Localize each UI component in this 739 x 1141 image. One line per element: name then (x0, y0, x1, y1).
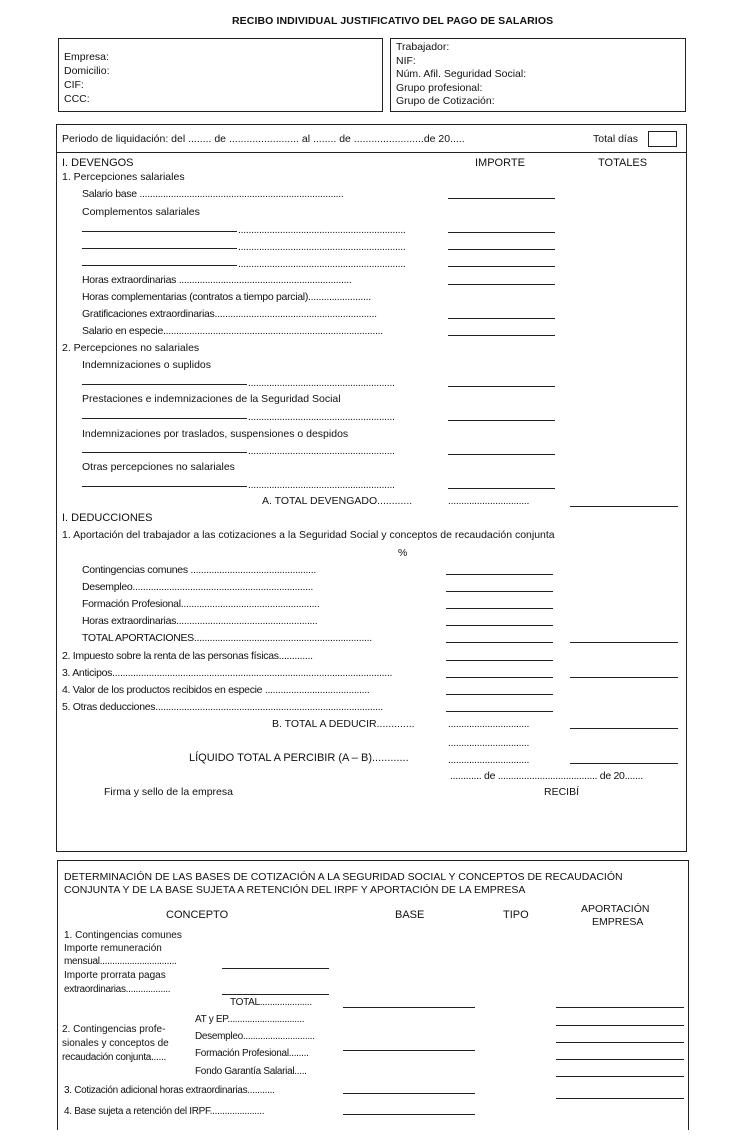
total-deducir-dots-2: ............................... (448, 737, 530, 749)
base-irpf-line[interactable] (343, 1114, 475, 1115)
suplidos-importe-line[interactable] (448, 386, 555, 387)
total-deducir-totales-line[interactable] (570, 728, 678, 729)
liquido-total: LÍQUIDO TOTAL A PERCIBIR (A – B)............ (189, 752, 409, 764)
grupo-cotizacion-label: Grupo de Cotización: (396, 95, 495, 107)
complemento-3-importe-line[interactable] (448, 266, 555, 267)
total-deducir-dots: ............................... (448, 718, 530, 730)
total-aportaciones-importe-line[interactable] (446, 642, 553, 643)
fondo-aportacion-line[interactable] (556, 1076, 684, 1077)
empresa-label: Empresa: (64, 51, 109, 63)
complemento-2-importe-line[interactable] (448, 249, 555, 250)
total-dias-label: Total días (593, 133, 638, 145)
complemento-2-line[interactable] (82, 248, 237, 249)
contingencias-importe-line[interactable] (446, 574, 553, 575)
periodo-liquidacion: Periodo de liquidación: del ........ de ........................ al ........ de ........................de 20..... (62, 133, 465, 145)
aportacion-trabajador: 1. Aportación del trabajador a las cotizaciones a la Seguridad Social y conceptos de recaudación conjunta (62, 529, 555, 541)
nss-label: Núm. Afil. Seguridad Social: (396, 68, 527, 80)
desempleo-importe-line[interactable] (446, 591, 553, 592)
prorrata-line[interactable] (222, 994, 329, 995)
indemnizaciones-traslados: Indemnizaciones por traslados, suspensiones o despidos (82, 428, 349, 440)
recibi-label: RECIBÍ (544, 786, 580, 798)
bases-title-line1: DETERMINACIÓN DE LAS BASES DE COTIZACIÓN A LA SEGURIDAD SOCIAL Y CONCEPTOS DE RECAUDACIÓN (64, 871, 623, 883)
complemento-3-dots: ................................................................ (238, 258, 406, 270)
horas-extraordinarias-ded: Horas extraordinarias...................................................... (82, 615, 318, 627)
gratificaciones-importe-line[interactable] (448, 318, 555, 319)
devengos-header: I. DEVENGOS (62, 157, 134, 169)
trabajador-box (390, 38, 686, 112)
especie-ded-importe-line[interactable] (446, 694, 553, 695)
complemento-1-line[interactable] (82, 231, 237, 232)
trabajador-fields (396, 41, 526, 109)
traslados-importe-line[interactable] (448, 454, 555, 455)
cotizacion-adicional: 3. Cotización adicional horas extraordinarias........... (64, 1085, 275, 1096)
cont-profesionales-base-line[interactable] (343, 1050, 475, 1051)
cont-profesionales-3: recaudación conjunta...... (62, 1052, 166, 1063)
especie-importe-line[interactable] (448, 335, 555, 336)
horas-extra-ded-importe-line[interactable] (446, 625, 553, 626)
document-title: RECIBO INDIVIDUAL JUSTIFICATIVO DEL PAGO DE SALARIOS (232, 15, 554, 27)
total-dias-box[interactable] (648, 131, 677, 147)
cont-profesionales-2: sionales y conceptos de (62, 1038, 169, 1049)
formacion-profesional: Formación Profesional..................................................... (82, 598, 320, 610)
prestaciones-line[interactable] (82, 418, 247, 419)
concepto-header: CONCEPTO (166, 909, 229, 921)
complementos-salariales: Complementos salariales (82, 206, 200, 218)
prestaciones-importe-line[interactable] (448, 420, 555, 421)
bases-title-line2: CONJUNTA Y DE LA BASE SUJETA A RETENCIÓN DEL IRPF Y APORTACIÓN DE LA EMPRESA (64, 884, 526, 896)
complemento-2-dots: ................................................................ (238, 241, 406, 253)
valor-especie: 4. Valor de los productos recibidos en especie ........................................ (62, 684, 370, 696)
anticipos-totales-line[interactable] (570, 677, 678, 678)
horas-complementarias: Horas complementarias (contratos a tiempo parcial)........................ (82, 291, 371, 303)
at-ep-aportacion-line[interactable] (556, 1025, 684, 1026)
percepciones-salariales: 1. Percepciones salariales (62, 171, 185, 183)
otras-importe-line[interactable] (448, 488, 555, 489)
empresa-box (58, 38, 383, 112)
horas-extra-importe-line[interactable] (448, 284, 555, 285)
salario-base-importe-line[interactable] (448, 198, 555, 199)
bases-total-base-line[interactable] (343, 1007, 475, 1008)
complemento-3-line[interactable] (82, 265, 237, 266)
cif-label: CIF: (64, 79, 84, 91)
traslados-line[interactable] (82, 452, 247, 453)
aportacion-header-1: APORTACIÓN (581, 903, 650, 915)
aportacion-header-2: EMPRESA (592, 916, 644, 928)
liquido-dots: ............................... (448, 754, 530, 766)
otras-line[interactable] (82, 486, 247, 487)
grupo-profesional-label: Grupo profesional: (396, 81, 483, 94)
horas-extraordinarias: Horas extraordinarias .................................................................. (82, 274, 352, 286)
cotizacion-adicional-base-line[interactable] (343, 1093, 475, 1094)
importe-header: IMPORTE (475, 157, 525, 169)
gratificaciones: Gratificaciones extraordinarias.............................................................. (82, 308, 377, 320)
irpf-importe-line[interactable] (446, 660, 553, 661)
complemento-1-dots: ................................................................ (238, 224, 406, 236)
domicilio-label: Domicilio: (64, 65, 110, 77)
otras-dots: ........................................................ (248, 479, 395, 491)
suplidos-line[interactable] (82, 384, 247, 385)
fondo-garantia: Fondo Garantía Salarial..... (195, 1066, 307, 1077)
base-irpf: 4. Base sujeta a retención del IRPF...................... (64, 1106, 265, 1117)
empresa-fields (64, 50, 110, 106)
prestaciones-dots: ........................................................ (248, 411, 395, 423)
salario-especie: Salario en especie.................................................................................... (82, 325, 383, 337)
irpf: 2. Impuesto sobre la renta de las personas físicas............. (62, 650, 313, 662)
indemnizaciones-suplidos: Indemnizaciones o suplidos (82, 359, 211, 371)
otras-ded-importe-line[interactable] (446, 711, 553, 712)
complemento-1-importe-line[interactable] (448, 232, 555, 233)
importe-remuneracion-2: mensual............................... (64, 956, 177, 967)
desempleo: Desempleo..................................................................... (82, 581, 314, 593)
total-devengado: A. TOTAL DEVENGADO............ (262, 495, 413, 507)
total-devengado-totales-line[interactable] (570, 506, 678, 507)
firma-sello: Firma y sello de la empresa (104, 786, 233, 798)
otras-deducciones: 5. Otras deducciones....................................................................................... (62, 701, 383, 713)
otras-percepciones: Otras percepciones no salariales (82, 461, 235, 473)
bases-total: TOTAL..................... (230, 997, 312, 1008)
prestaciones-ss: Prestaciones e indemnizaciones de la Seguridad Social (82, 393, 341, 405)
importe-remuneracion-line[interactable] (222, 968, 329, 969)
fecha-recibo: ............ de ...................................... de 20....... (450, 770, 643, 782)
formacion-importe-line[interactable] (446, 608, 553, 609)
liquido-totales-line[interactable] (570, 763, 678, 764)
total-devengado-dots: ............................... (448, 495, 530, 507)
percent-label: % (398, 547, 408, 559)
cont-comunes-label: 1. Contingencias comunes (64, 930, 182, 941)
total-aportaciones-totales-line[interactable] (570, 642, 678, 643)
formacion-base: Formación Profesional........ (195, 1048, 309, 1059)
ccc-label: CCC: (64, 93, 90, 105)
trabajador-label: Trabajador: (396, 41, 450, 53)
salario-base: Salario base .............................................................................. (82, 188, 344, 200)
percepciones-no-salariales: 2. Percepciones no salariales (62, 342, 200, 354)
cotizacion-adicional-aportacion-line[interactable] (556, 1098, 684, 1099)
contingencias-comunes: Contingencias comunes ................................................ (82, 564, 317, 576)
anticipos: 3. Anticipos........................................................................................................... (62, 667, 393, 679)
nif-label: NIF: (396, 54, 416, 67)
formacion-aportacion-line[interactable] (556, 1059, 684, 1060)
traslados-dots: ........................................................ (248, 445, 395, 457)
at-ep: AT y EP............................... (195, 1014, 305, 1025)
bases-total-aportacion-line[interactable] (556, 1007, 684, 1008)
suplidos-dots: ........................................................ (248, 377, 395, 389)
anticipos-importe-line[interactable] (446, 677, 553, 678)
periodo-divider (56, 152, 687, 153)
desempleo-base: Desempleo............................. (195, 1031, 315, 1042)
total-deducir: B. TOTAL A DEDUCIR............. (272, 718, 415, 730)
importe-remuneracion-1: Importe remuneración (64, 943, 162, 954)
total-aportaciones: TOTAL APORTACIONES.................................................................... (82, 632, 372, 644)
base-header: BASE (395, 909, 425, 921)
prorrata-2: extraordinarias.................. (64, 984, 171, 995)
tipo-header: TIPO (503, 909, 529, 921)
totales-header: TOTALES (598, 157, 648, 169)
desempleo-aportacion-line[interactable] (556, 1042, 684, 1043)
prorrata-1: Importe prorrata pagas (64, 970, 166, 981)
cont-profesionales-1: 2. Contingencias profe- (62, 1024, 166, 1035)
deducciones-header: I. DEDUCCIONES (62, 512, 153, 524)
